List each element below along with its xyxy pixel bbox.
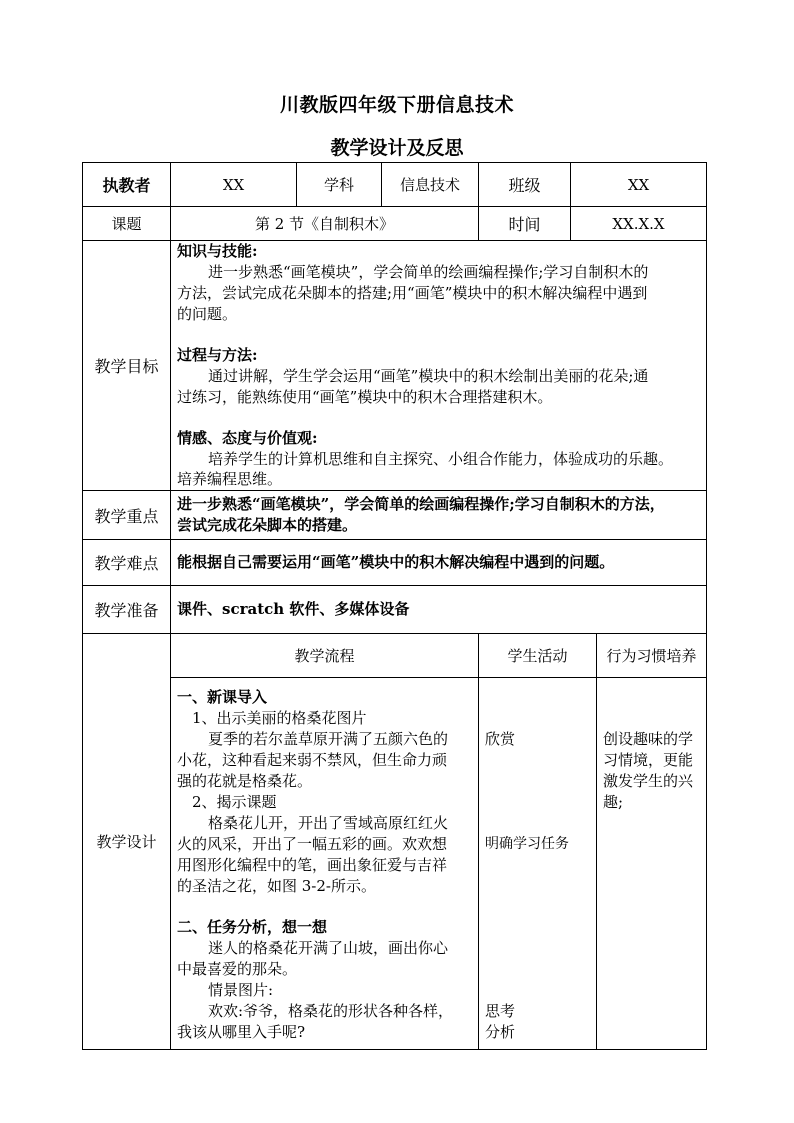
time-label: 时间 bbox=[508, 215, 541, 234]
flow-line: 迷人的格桑花开满了山坡，画出你心 bbox=[208, 939, 449, 957]
topic-label: 课题 bbox=[111, 215, 142, 233]
flow-line: 强的花就是格桑花。 bbox=[177, 772, 313, 790]
activity-header: 学生活动 bbox=[507, 647, 568, 665]
key-points-line-1: 进一步熟悉“画笔模块”，学会简单的绘画编程操作;学习自制积木的方法， bbox=[177, 495, 665, 513]
flow-line: 欢欢:爷爷，格桑花的形状各种各样， bbox=[208, 1002, 454, 1020]
flow-line: 一、新课导入 bbox=[177, 688, 268, 706]
flow-line: 中最喜爱的那朵。 bbox=[177, 960, 298, 978]
habit-line: 趣; bbox=[603, 793, 624, 811]
knowledge-line-2: 方法，尝试完成花朵脚本的搭建;用“画笔”模块中的积木解决编程中遇到 bbox=[177, 284, 648, 302]
flow-line: 夏季的若尔盖草原开满了五颜六色的 bbox=[208, 730, 449, 748]
habit-line: 创设趣味的学 bbox=[603, 730, 694, 748]
activity-item: 明确学习任务 bbox=[485, 836, 569, 852]
flow-line: 情景图片: bbox=[208, 981, 274, 999]
knowledge-line-1: 进一步熟悉“画笔模块”，学会简单的绘画编程操作;学习自制积木的 bbox=[208, 263, 649, 281]
time-value: XX.X.X bbox=[612, 214, 665, 233]
class-value: XX bbox=[627, 175, 650, 194]
activity-item: 分析 bbox=[485, 1023, 516, 1041]
flow-line: 格桑花儿开，开出了雪域高原红红火 bbox=[208, 814, 449, 832]
objectives-label: 教学目标 bbox=[94, 357, 159, 376]
habit-line: 习情境，更能 bbox=[603, 751, 694, 769]
habit-line: 激发学生的兴 bbox=[603, 772, 694, 790]
key-points-line-2: 尝试完成花朵脚本的搭建。 bbox=[177, 516, 358, 534]
knowledge-line-3: 的问题。 bbox=[177, 305, 238, 323]
flow-line: 小花，这种看起来弱不禁风，但生命力顽 bbox=[177, 751, 448, 769]
document-title: 川教版四年级下册信息技术 bbox=[279, 94, 514, 116]
flow-line: 2、揭示课题 bbox=[192, 793, 277, 811]
preparation-text: 课件、scratch 软件、多媒体设备 bbox=[177, 600, 410, 618]
difficulty-text: 能根据自己需要运用“画笔”模块中的积木解决编程中遇到的问题。 bbox=[177, 553, 615, 571]
teacher-value: XX bbox=[222, 175, 245, 194]
attitude-heading: 情感、态度与价值观: bbox=[177, 429, 318, 447]
teacher-label: 执教者 bbox=[102, 176, 151, 195]
flow-line: 火的风采，开出了一幅五彩的画。欢欢想 bbox=[177, 835, 448, 853]
habit-header: 行为习惯培养 bbox=[606, 647, 697, 665]
class-label: 班级 bbox=[508, 176, 541, 195]
knowledge-heading: 知识与技能: bbox=[177, 242, 258, 260]
subject-value: 信息技术 bbox=[399, 176, 460, 194]
flow-line: 用图形化编程中的笔，画出象征爱与吉祥 bbox=[177, 856, 448, 874]
key-points-label: 教学重点 bbox=[94, 506, 159, 526]
design-label: 教学设计 bbox=[96, 833, 157, 851]
activity-item: 欣赏 bbox=[485, 730, 516, 748]
process-line-1: 通过讲解，学生学会运用“画笔”模块中的积木绘制出美丽的花朵;通 bbox=[208, 367, 649, 385]
subject-label: 学科 bbox=[323, 176, 354, 194]
process-heading: 过程与方法: bbox=[177, 346, 258, 364]
attitude-line-2: 培养编程思维。 bbox=[177, 470, 283, 488]
attitude-line-1: 培养学生的计算机思维和自主探究、小组合作能力，体验成功的乐趣。 bbox=[208, 450, 674, 468]
flow-line: 的圣洁之花，如图 3-2-所示。 bbox=[177, 877, 376, 895]
topic-value: 第 2 节《自制积木》 bbox=[254, 215, 395, 233]
difficulty-label: 教学难点 bbox=[94, 554, 159, 573]
flow-line: 我该从哪里入手呢? bbox=[177, 1023, 306, 1041]
preparation-label: 教学准备 bbox=[94, 601, 159, 620]
flow-line: 1、出示美丽的格桑花图片 bbox=[192, 709, 367, 727]
activity-item: 思考 bbox=[485, 1002, 516, 1020]
flow-header: 教学流程 bbox=[294, 647, 355, 665]
document-subtitle: 教学设计及反思 bbox=[330, 137, 464, 159]
process-line-2: 过练习，能熟练使用“画笔”模块中的积木合理搭建积木。 bbox=[177, 388, 553, 406]
flow-line: 二、任务分析，想一想 bbox=[177, 918, 328, 936]
